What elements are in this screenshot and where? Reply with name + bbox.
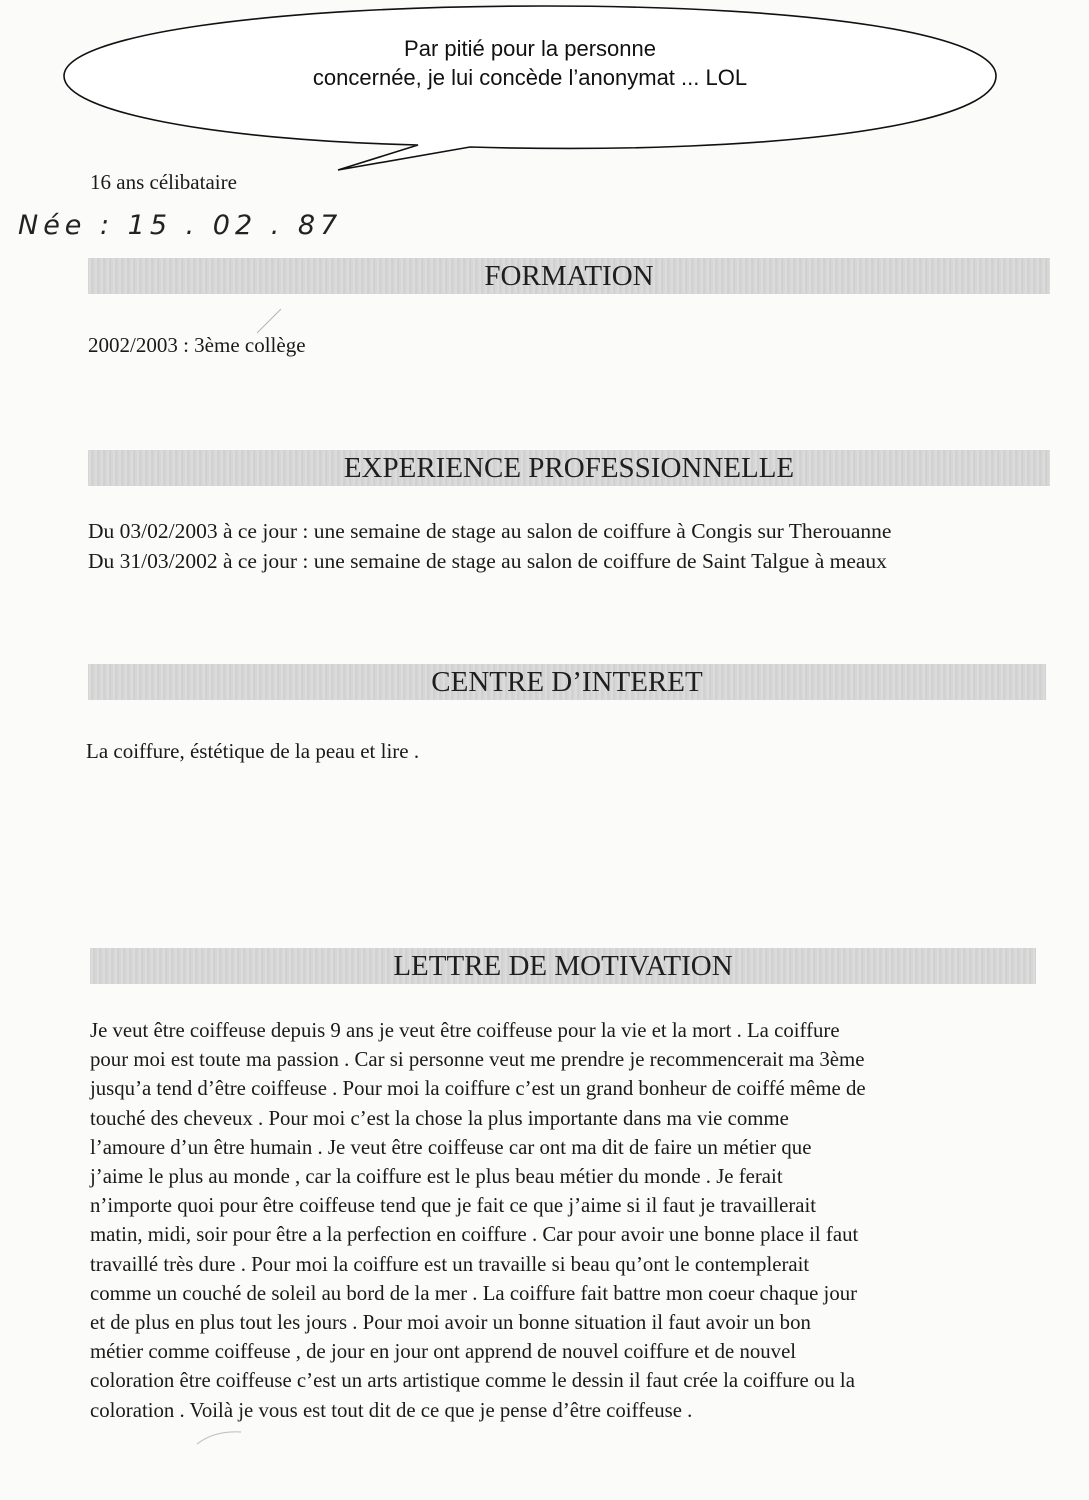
motivation-line: j’aime le plus au monde , car la coiffure est le plus beau métier du monde . Je ferait	[90, 1165, 783, 1189]
motivation-line: travaillé très dure . Pour moi la coiffure est un travaille si beau qu’ont le contemplerait	[90, 1252, 810, 1276]
motivation-line: touché des cheveux . Pour moi c’est la chose la plus importante dans ma vie comme	[90, 1106, 789, 1130]
experience-line: Du 31/03/2002 à ce jour : une semaine de stage au salon de coiffure de Saint Talgue à meaux	[88, 549, 887, 573]
section-title-formation: FORMATION	[88, 258, 1050, 294]
motivation-line: pour moi est toute ma passion . Car si personne veut me prendre je recommencerait ma 3ème	[90, 1048, 865, 1072]
motivation-line: l’amoure d’un être humain . Je veut être coiffeuse car ont ma dit de faire un métier que	[90, 1135, 812, 1159]
formation-line: 2002/2003 : 3ème collège	[88, 333, 306, 357]
speech-bubble-line: Par pitié pour la personne	[404, 36, 656, 61]
section-title-experience: EXPERIENCE PROFESSIONNELLE	[88, 450, 1050, 486]
birth-date-handwritten: Née : 15 . 02 . 87	[18, 210, 343, 241]
motivation-line: comme un couché de soleil au bord de la mer . La coiffure fait battre mon coeur chaque jour	[90, 1281, 858, 1305]
speech-bubble	[0, 0, 1089, 190]
interet-line: La coiffure, éstétique de la peau et lire .	[86, 739, 420, 763]
motivation-letter-body	[90, 1016, 1040, 1425]
section-title-lettre: LETTRE DE MOTIVATION	[90, 948, 1036, 984]
speech-bubble-line: concernée, je lui concède l’anonymat ... LOL	[312, 65, 748, 90]
motivation-line: jusqu’a tend d’être coiffeuse . Pour moi la coiffure c’est un grand bonheur de coiffé même de	[90, 1077, 866, 1101]
pen-stroke-mark	[195, 1428, 245, 1448]
motivation-line: coloration être coiffeuse c’est un arts artistique comme le dessin il faut crée la coiffure ou la	[90, 1369, 855, 1393]
motivation-line: matin, midi, soir pour être a la perfection en coiffure . Car pour avoir une bonne place il faut	[90, 1223, 859, 1247]
motivation-line: et de plus en plus tout les jours . Pour moi avoir un bonne situation il faut avoir un bon	[90, 1311, 811, 1335]
age-status: 16 ans célibataire	[90, 170, 237, 194]
section-title-interet: CENTRE D’INTERET	[88, 664, 1046, 700]
pen-stroke-mark	[255, 305, 285, 335]
speech-bubble-text	[250, 34, 810, 92]
motivation-line: Je veut être coiffeuse depuis 9 ans je veut être coiffeuse pour la vie et la mort . La coiffure	[90, 1019, 840, 1042]
motivation-line: métier comme coiffeuse , de jour en jour ont apprend de nouvel coiffure et de nouvel	[90, 1340, 797, 1364]
motivation-line: n’importe quoi pour être coiffeuse tend que je fait ce que j’aime si il faut je travaillerait	[90, 1194, 817, 1218]
motivation-line: coloration . Voilà je vous est tout dit de ce que je pense d’être coiffeuse .	[90, 1398, 693, 1422]
experience-line: Du 03/02/2003 à ce jour : une semaine de stage au salon de coiffure à Congis sur Therouanne	[88, 519, 892, 543]
